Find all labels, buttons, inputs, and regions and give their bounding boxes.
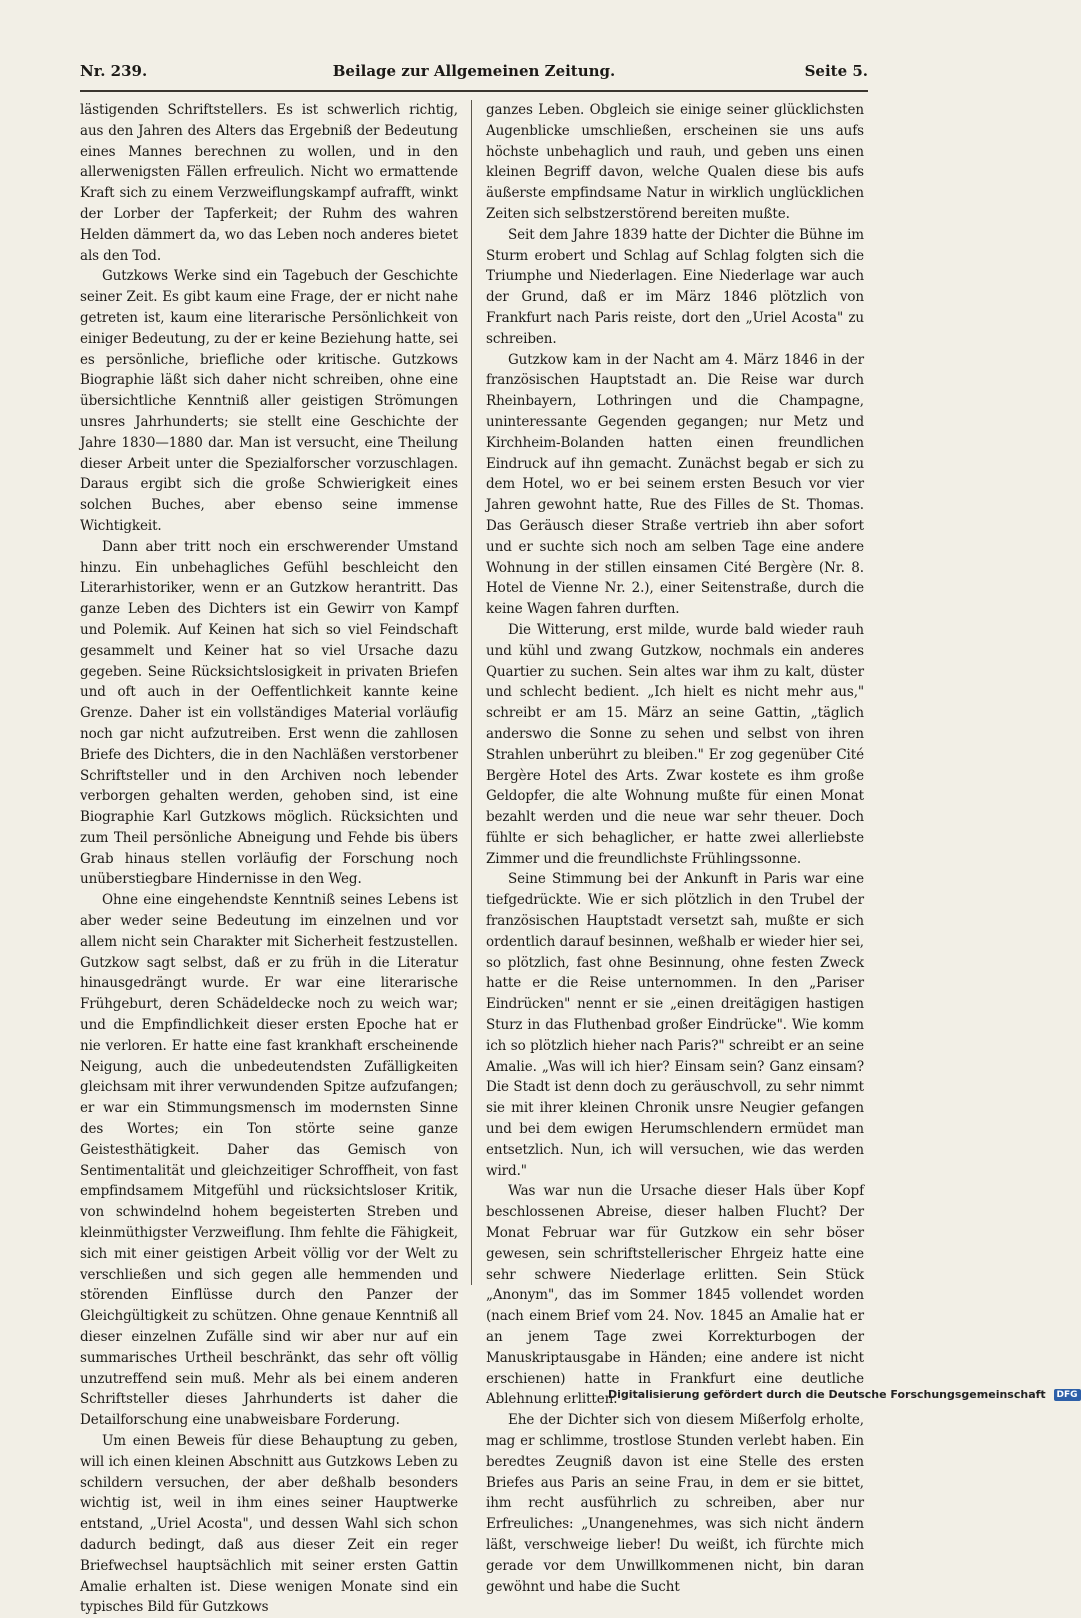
paragraph: Gutzkows Werke sind ein Tagebuch der Geschichte seiner Zeit. Es gibt kaum eine Frage, der er nicht nahe getreten ist, kaum eine literarische Persönlichkeit von einiger Bedeutung, zu der er keine Beziehung hatte, sei es persönliche, briefliche oder kritische. Gutzkows Biographie läßt sich daher nicht schreiben, ohne eine übersichtliche Kenntniß aller geistigen Strömungen unsres Jahrhunderts; sie stellt eine Geschichte der Jahre 1830—1880 dar. Man ist versucht, eine Theilung dieser Arbeit unter die Spezialforscher vorzuschlagen. Daraus ergibt sich die große Schwierigkeit eines solchen Buches, aber ebenso seine immense Wichtigkeit. xyxy=(80,268,458,534)
paragraph: Um einen Beweis für diese Behauptung zu geben, will ich einen kleinen Abschnitt aus Gutzkows Leben zu schildern versuchen, der aber deßhalb besonders wichtig ist, weil in ihm eines seiner Hauptwerke entstand, „Uriel Acosta", und dessen Wahl sich schon dadurch bedingt, daß aus dieser Zeit ein reger Briefwechsel hauptsächlich mit seiner ersten Gattin Amalie erhalten ist. Diese wenigen Monate sind ein typisches Bild für Gutzkows xyxy=(80,1433,458,1616)
paragraph: Ehe der Dichter sich von diesem Mißerfolg erholte, mag er schlimme, trostlose Stunden verlebt haben. Ein beredtes Zeugniß davon ist eine Stelle des ersten Briefes aus Paris an seine Frau, in dem er sie bittet, ihm recht ausführlich zu schreiben, aber nur Erfreuliches: „Unangenehmes, was sich nicht ändern läßt, verschweige lieber! Du weißt, ich fürchte mich gerade vor dem Unwillkommenen nicht, bin daran gewöhnt und habe die Sucht xyxy=(486,1412,864,1595)
footer-text: Digitalisierung gefördert durch die Deutsche Forschungsgemeinschaft xyxy=(608,1388,1046,1401)
left-column xyxy=(80,100,458,1616)
paragraph: Die Witterung, erst milde, wurde bald wieder rauh und kühl und zwang Gutzkow, nochmals ein anderes Quartier zu suchen. Sein altes war ihm zu kalt, düster und schlecht bedient. „Ich hielt es nicht mehr aus," schreibt er am 15. März an seine Gattin, „täglich anderswo die Sonne zu sehen und selbst von ihren Strahlen unberührt zu bleiben." Er zog gegenüber Cité Bergère Hotel des Arts. Zwar kostete es ihm große Geldopfer, die alte Wohnung mußte für einen Monat bezahlt werden und die neue war sehr theuer. Doch fühlte er sich behaglicher, er hatte zwei allerliebste Zimmer und die freundlichste Frühlingssonne. xyxy=(486,621,864,867)
paragraph: Gutzkow kam in der Nacht am 4. März 1846 in der französischen Hauptstadt an. Die Reise war durch Rheinbayern, Lothringen und die Champagne, uninteressante Gegenden gegangen; nur Metz und Kirchheim-Bolanden hatten einen freundlichen Eindruck auf ihn gemacht. Zunächst begab er sich zu dem Hotel, wo er bei seinem ersten Besuch vor vier Jahren gewohnt hatte, Rue des Filles de St. Thomas. Das Geräusch dieser Straße vertrieb ihn aber sofort und er suchte sich noch am selben Tage eine andere Wohnung in der stillen einsamen Cité Bergère (Nr. 8. Hotel de Vienne Nr. 2.), einer Seitenstraße, durch die keine Wagen fahren durften. xyxy=(486,351,864,618)
paragraph: Dann aber tritt noch ein erschwerender Umstand hinzu. Ein unbehagliches Gefühl beschleicht den Literarhistoriker, wenn er an Gutzkow herantritt. Das ganze Leben des Dichters ist ein Gewirr von Kampf und Polemik. Auf Keinen hat sich so viel Feindschaft gesammelt und Keiner hat so viel Ursache dazu gegeben. Seine Rücksichtslosigkeit in privaten Briefen und oft auch in der Oeffentlichkeit kannte keine Grenze. Daher ist ein vollständiges Material vorläufig noch gar nicht aufzutreiben. Erst wenn die zahllosen Briefe des Dichters, die in den Nachläßen verstorbener Schriftsteller und in den Archiven noch lebender verborgen gehalten werden, gehoben sind, ist eine Biographie Karl Gutzkows möglich. Rücksichten und zum Theil persönliche Abneigung und Fehde bis übers Grab hinaus stellen vorläufig der Forschung noch unüberstiegbare Hindernisse in den Weg. xyxy=(80,538,458,888)
supplement-title: Beilage zur Allgemeinen Zeitung. xyxy=(332,62,616,80)
page-number: Seite 5. xyxy=(804,62,868,80)
page-header xyxy=(80,62,868,86)
issue-number: Nr. 239. xyxy=(80,62,148,80)
dfg-logo: DFG xyxy=(1054,1389,1081,1401)
column-divider xyxy=(471,100,472,1285)
paragraph: ganzes Leben. Obgleich sie einige seiner glücklichsten Augenblicke umschließen, erscheinen sie uns aufs höchste unbehaglich und rauh, und geben uns einen kleinen Begriff davon, welche Qualen diese bis aufs äußerste empfindsame Natur in wirklich unglücklichen Zeiten sich selbstzerstörend bereiten mußte. xyxy=(486,102,864,222)
paragraph: Ohne eine eingehendste Kenntniß seines Lebens ist aber weder seine Bedeutung im einzelnen und vor allem nicht sein Charakter mit Sicherheit festzustellen. Gutzkow sagt selbst, daß er zu früh in die Literatur hinausgedrängt wurde. Er war eine literarische Frühgeburt, deren Schädeldecke noch zu weich war; und die Empfindlichkeit dieser ersten Epoche hat er nie verloren. Er hatte eine fast krankhaft erscheinende Neigung, auch die unbedeutendsten Zufälligkeiten gleichsam mit ihrer verwundenden Spitze aufzufangen; er war ein Stimmungsmensch im modernsten Sinne des Wortes; ein Ton störte seine ganze Geistesthätigkeit. Daher das Gemisch von Sentimentalität und gleichzeitiger Schroffheit, von fast empfindsamem Mitgefühl und rücksichtsloser Kritik, von schwindelnd hohem begeisterten Streben und kleinmüthigster Verzweiflung. Ihm fehlte die Fähigkeit, sich mit einer geistigen Arbeit völlig vor der Welt zu verschließen und sich gegen alle hemmenden und störenden Einflüsse durch den Panzer der Gleichgültigkeit zu schützen. Ohne genaue Kenntniß all dieser einzelnen Zufälle sind wir aber nur auf ein summarisches Urtheil beschränkt, das sehr oft völlig unzutreffend sein muß. Mehr als bei einem anderen Schriftsteller dieses Jahrhunderts ist daher die Detailforschung eine unabweisbare Forderung. xyxy=(80,892,458,1429)
paragraph: lästigenden Schriftstellers. Es ist schwerlich richtig, aus den Jahren des Alters das Ergebniß der Bedeutung eines Mannes berechnen zu wollen, und in den allerwenigsten Fällen erfreulich. Nicht wo ermattende Kraft sich zu einem Verzweiflungskampf aufrafft, winkt der Lorber der Tapferkeit; der Ruhm des wahren Helden dämmert da, wo das Leben noch anderes bietet als den Tod. xyxy=(80,102,458,264)
header-rule xyxy=(80,90,868,92)
paragraph: Was war nun die Ursache dieser Hals über Kopf beschlossenen Abreise, dieser halben Flucht? Der Monat Februar war für Gutzkow ein sehr böser gewesen, sein schriftstellerischer Ehrgeiz hatte eine sehr schwere Niederlage erlitten. Sein Stück „Anonym", das im Sommer 1845 vollendet worden (nach einem Brief vom 24. Nov. 1845 an Amalie hat er an jenem Tage zwei Korrekturbogen der Manuskriptausgabe in Händen; eine andere ist nicht erschienen) hatte in Frankfurt eine deutliche Ablehnung erlitten. xyxy=(486,1183,864,1408)
paragraph: Seine Stimmung bei der Ankunft in Paris war eine tiefgedrückte. Wie er sich plötzlich in den Trubel der französischen Hauptstadt versetzt sah, mußte er sich ordentlich darauf besinnen, weßhalb er wieder hier sei, so plötzlich, fast ohne Besinnung, ohne festen Zweck hatte er die Reise unternommen. In den „Pariser Eindrücken" nennt er sie „einen dreitägigen hastigen Sturz in das Fluthenbad großer Eindrücke". Wie komm ich so plötzlich hieher nach Paris?" schreibt er an seine Amalie. „Was will ich hier? Einsam sein? Ganz einsam? Die Stadt ist denn doch zu geräuschvoll, zu sehr nimmt sie mit ihrer kleinen Chronik unsre Neugier gefangen und bei dem ewigen Herumschlendern ermüdet man entsetzlich. Nun, ich will versuchen, wie das werden wird." xyxy=(486,871,864,1179)
digitization-footer xyxy=(608,1388,1078,1404)
paragraph: Seit dem Jahre 1839 hatte der Dichter die Bühne im Sturm erobert und Schlag auf Schlag folgten sich die Triumphe und Niederlagen. Eine Niederlage war auch der Grund, daß er im März 1846 plötzlich von Frankfurt nach Paris reiste, dort den „Uriel Acosta" zu schreiben. xyxy=(486,226,864,347)
